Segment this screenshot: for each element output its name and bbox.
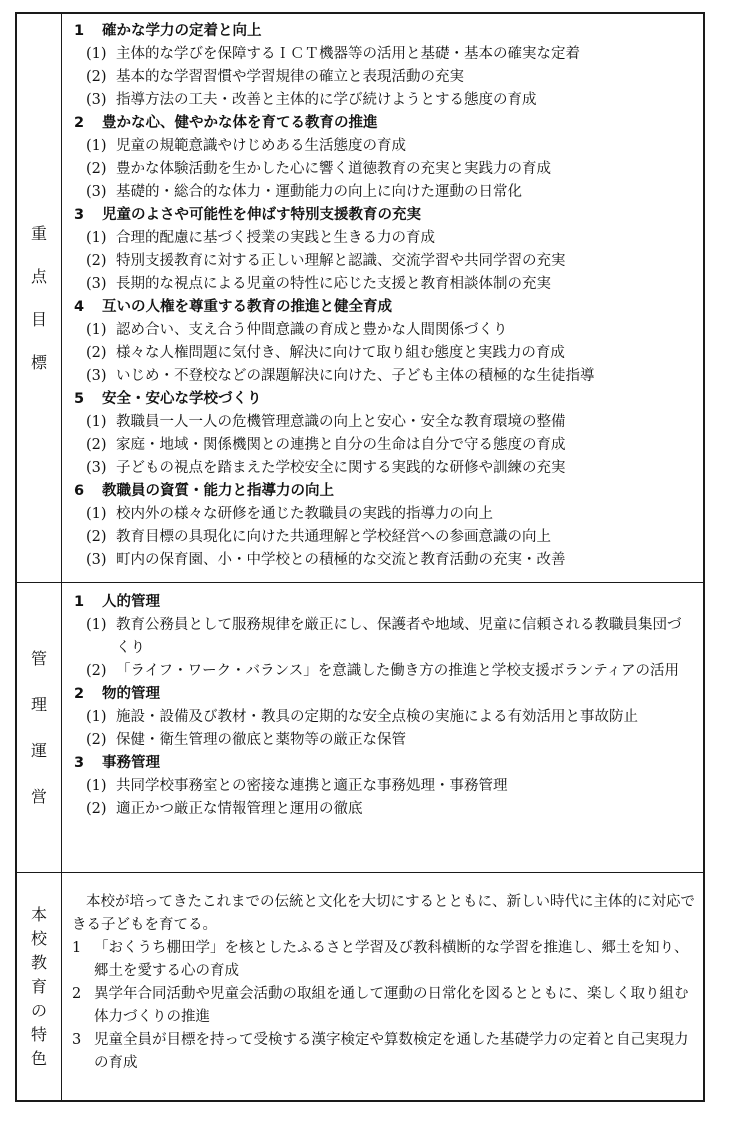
goal-item: (3) 指導方法の工夫・改善と主体的に学び続けようとする態度の育成 (86, 92, 537, 108)
label-char: 営 (30, 786, 47, 806)
label-char: 育 (30, 976, 47, 996)
management-heading: 3 事務管理 (74, 755, 160, 771)
school-plan-table (15, 12, 705, 1102)
goal-item: (1) 教職員一人一人の危機管理意識の向上と安心・安全な教育環境の整備 (86, 414, 566, 430)
goal-item: (2) 教育目標の具現化に向けた共通理解と学校経営への参画意識の向上 (86, 529, 551, 545)
label-char: 理 (30, 694, 47, 714)
label-char: 重 (30, 223, 47, 243)
school-features-label (17, 873, 62, 1100)
management-item: (1) 共同学校事務室との密接な連携と適正な事務処理・事務管理 (86, 778, 508, 794)
goal-heading: 1 確かな学力の定着と向上 (74, 23, 262, 39)
goal-heading: 4 互いの人権を尊重する教育の推進と健全育成 (74, 299, 392, 315)
goal-item: (3) 町内の保育園、小・中学校との積極的な交流と教育活動の充実・改善 (86, 552, 566, 568)
goal-heading: 3 児童のよさや可能性を伸ばす特別支援教育の充実 (74, 207, 421, 223)
label-char: 目 (30, 309, 47, 329)
goal-item: (1) 合理的配慮に基づく授業の実践と生きる力の育成 (86, 230, 435, 246)
goal-group (72, 480, 695, 572)
goal-item: (3) 長期的な視点による児童の特性に応じた支援と教育相談体制の充実 (86, 276, 551, 292)
feature-item: 3 児童全員が目標を持って受検する漢字検定や算数検定を通した基礎学力の定着と自己実現力の育成 (72, 1032, 689, 1071)
school-features-content (62, 873, 703, 1100)
goal-group (72, 112, 695, 204)
management-item: (2) 保健・衛生管理の徹底と薬物等の厳正な保管 (86, 732, 406, 748)
goal-item: (1) 校内外の様々な研修を通じた教職員の実践的指導力の向上 (86, 506, 493, 522)
label-char: 色 (30, 1048, 47, 1068)
label-char: 点 (30, 266, 47, 286)
management-group (72, 591, 695, 683)
goal-heading: 5 安全・安心な学校づくり (74, 391, 262, 407)
management-item: (2) 「ライフ・ワーク・バランス」を意識した働き方の推進と学校支援ボランティアの活用 (86, 663, 680, 679)
label-char: 特 (30, 1024, 47, 1044)
goal-group (72, 20, 695, 112)
label-char: の (30, 1000, 47, 1020)
goal-item: (2) 豊かな体験活動を生かした心に響く道徳教育の充実と実践力の育成 (86, 161, 551, 177)
goal-item: (1) 主体的な学びを保障するＩＣＴ機器等の活用と基礎・基本の確実な定着 (86, 46, 580, 62)
management-group (72, 683, 695, 752)
feature-item: 2 異学年合同活動や児童会活動の取組を通して運動の日常化を図るとともに、楽しく取り組む体力づくりの推進 (72, 986, 689, 1025)
label-char: 教 (30, 952, 47, 972)
management-item: (2) 適正かつ厳正な情報管理と運用の徹底 (86, 801, 363, 817)
management-content (62, 583, 703, 872)
management-heading: 1 人的管理 (74, 594, 160, 610)
management-heading: 2 物的管理 (74, 686, 160, 702)
goal-item: (3) 子どもの視点を踏まえた学校安全に関する実践的な研修や訓練の充実 (86, 460, 566, 476)
focus-goals-row (17, 14, 703, 582)
goal-group (72, 204, 695, 296)
goal-item: (2) 様々な人権問題に気付き、解決に向けて取り組む態度と実践力の育成 (86, 345, 565, 361)
management-group (72, 752, 695, 821)
goal-group (72, 296, 695, 388)
goal-item: (1) 児童の規範意識やけじめある生活態度の育成 (86, 138, 406, 154)
goal-item: (2) 家庭・地域・関係機関との連携と自分の生命は自分で守る態度の育成 (86, 437, 566, 453)
goal-heading: 2 豊かな心、健やかな体を育てる教育の推進 (74, 115, 378, 131)
goal-item: (2) 特別支援教育に対する正しい理解と認識、交流学習や共同学習の充実 (86, 253, 566, 269)
label-char: 標 (30, 352, 47, 372)
goal-heading: 6 教職員の資質・能力と指導力の向上 (74, 483, 334, 499)
goal-item: (3) いじめ・不登校などの課題解決に向けた、子ども主体の積極的な生徒指導 (86, 368, 595, 384)
features-intro: 本校が培ってきたこれまでの伝統と文化を大切にするとともに、新しい時代に主体的に対応できる子どもを育てる。 (72, 894, 695, 933)
feature-item: 1 「おくうち棚田学」を核としたふるさと学習及び教科横断的な学習を推進し、郷土を知り、郷土を愛する心の育成 (72, 940, 689, 979)
goal-item: (3) 基礎的・総合的な体力・運動能力の向上に向けた運動の日常化 (86, 184, 522, 200)
label-char: 管 (30, 648, 47, 668)
label-char: 校 (30, 928, 47, 948)
management-item: (1) 教育公務員として服務規律を厳正にし、保護者や地域、児童に信頼される教職員集団づくり (86, 617, 682, 656)
management-row (17, 582, 703, 872)
focus-goals-content (62, 14, 703, 582)
label-char: 運 (30, 740, 47, 760)
focus-goals-label (17, 14, 62, 582)
management-label (17, 583, 62, 872)
school-features-row (17, 872, 703, 1100)
label-char: 本 (30, 904, 47, 924)
goal-item: (2) 基本的な学習習慣や学習規律の確立と表現活動の充実 (86, 69, 464, 85)
goal-group (72, 388, 695, 480)
management-item: (1) 施設・設備及び教材・教具の定期的な安全点検の実施による有効活用と事故防止 (86, 709, 638, 725)
goal-item: (1) 認め合い、支え合う仲間意識の育成と豊かな人間関係づくり (86, 322, 508, 338)
